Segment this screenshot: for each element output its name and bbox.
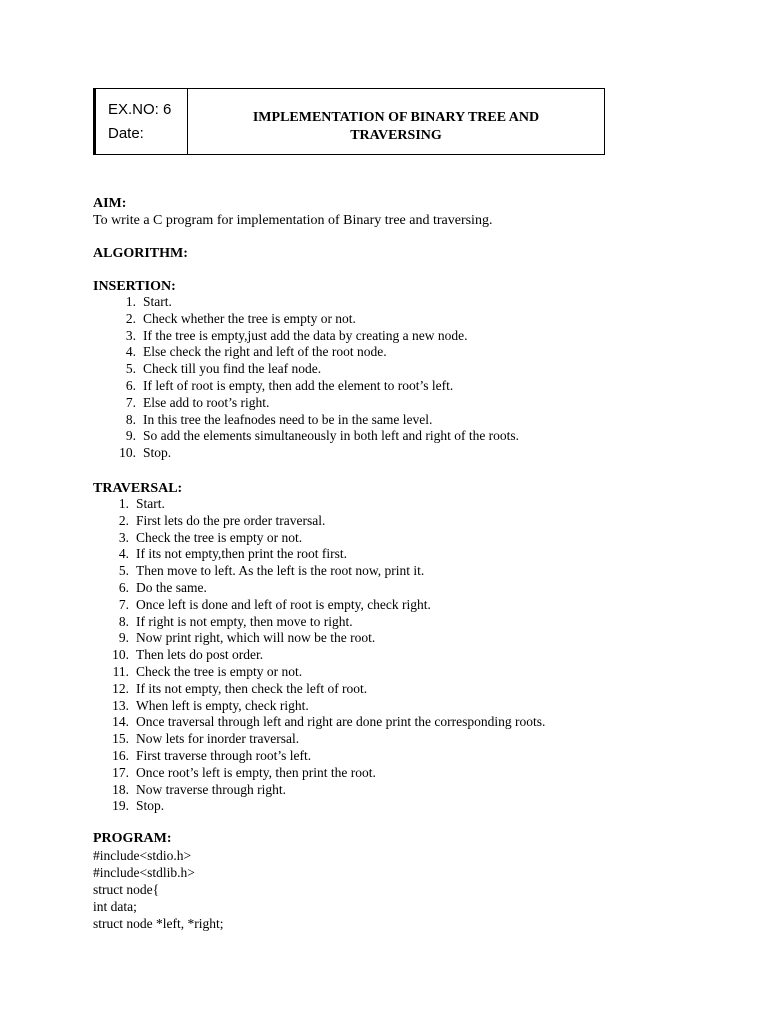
traversal-step-text: Now print right, which will now be the root. — [136, 630, 376, 646]
traversal-step-text: Now lets for inorder traversal. — [136, 731, 300, 747]
insertion-step — [125, 344, 519, 361]
insertion-step — [125, 327, 519, 345]
insertion-step-text: In this tree the leafnodes need to be in the same level. — [143, 411, 433, 427]
insertion-step-number: 7. — [125, 394, 136, 410]
code-line: struct node *left, *right; — [93, 916, 224, 931]
insertion-step-text: If the tree is empty,just add the data by creating a new node. — [143, 327, 468, 343]
traversal-step — [112, 764, 545, 782]
traversal-step-text: Stop. — [136, 798, 165, 814]
insertion-step — [125, 361, 519, 378]
traversal-step-number: 17. — [112, 764, 129, 780]
traversal-step-number: 12. — [112, 680, 129, 696]
traversal-step-text: Then lets do post order. — [136, 647, 264, 663]
traversal-step — [118, 496, 545, 513]
traversal-step — [112, 798, 545, 815]
insertion-heading: INSERTION: — [93, 279, 176, 294]
traversal-step-text: First lets do the pre order traversal. — [136, 512, 326, 528]
traversal-step — [118, 563, 545, 580]
traversal-step-number: 15. — [112, 731, 129, 747]
traversal-step — [112, 647, 545, 664]
code-line: int data; — [93, 899, 137, 914]
aim-text: To write a C program for implementation of Binary tree and traversing. — [93, 213, 493, 228]
code-line: struct node{ — [93, 882, 160, 897]
traversal-step — [118, 613, 545, 631]
insertion-step-text: Stop. — [143, 445, 172, 461]
traversal-step-text: Once traversal through left and right are done print the corresponding roots. — [136, 714, 546, 730]
traversal-step-number: 11. — [112, 663, 129, 679]
insertion-step-number: 4. — [125, 344, 136, 360]
traversal-step — [118, 630, 545, 647]
traversal-step-text: If right is not empty, then move to right. — [136, 613, 353, 629]
traversal-step-number: 4. — [118, 546, 129, 562]
traversal-step — [112, 663, 545, 681]
traversal-step-text: Then move to left. As the left is the root now, print it. — [136, 563, 425, 579]
traversal-step — [118, 529, 545, 547]
insertion-step-number: 1. — [125, 294, 136, 309]
traversal-step-number: 7. — [118, 596, 129, 612]
traversal-step — [112, 680, 545, 698]
traversal-step-text: Do the same. — [136, 579, 207, 595]
program-code-block — [93, 847, 223, 932]
traversal-step-number: 1. — [118, 496, 129, 511]
insertion-step — [125, 294, 519, 311]
traversal-step-text: First traverse through root’s left. — [136, 747, 312, 763]
traversal-step-number: 5. — [118, 563, 129, 579]
exercise-title-line-1: IMPLEMENTATION OF BINARY TREE AND — [252, 110, 540, 125]
insertion-step — [125, 310, 519, 328]
insertion-step — [125, 411, 519, 429]
insertion-step — [125, 377, 519, 395]
insertion-step-text: Else check the right and left of the root node. — [143, 344, 387, 360]
insertion-step — [125, 428, 520, 445]
traversal-step-number: 6. — [118, 579, 129, 595]
insertion-step-number: 3. — [125, 327, 136, 343]
exercise-title — [188, 109, 604, 145]
traversal-step — [112, 697, 545, 715]
traversal-step-number: 10. — [112, 647, 129, 663]
traversal-steps-list — [112, 496, 546, 815]
traversal-step — [112, 731, 545, 748]
traversal-step-text: If its not empty,then print the root first. — [136, 546, 347, 562]
exercise-info-cell — [96, 89, 188, 154]
exercise-header-box — [93, 88, 605, 155]
traversal-step-number: 16. — [112, 747, 129, 763]
traversal-step-number: 18. — [112, 781, 129, 797]
insertion-step-number: 5. — [125, 361, 136, 377]
traversal-step-number: 3. — [118, 529, 129, 545]
code-line: #include<stdlib.h> — [93, 865, 195, 880]
traversal-step — [118, 512, 545, 530]
insertion-step — [119, 445, 519, 462]
insertion-step-text: If left of root is empty, then add the element to root’s left. — [143, 377, 454, 393]
traversal-step-text: Once left is done and left of root is empty, check right. — [136, 596, 431, 612]
traversal-step-text: Check the tree is empty or not. — [136, 529, 303, 545]
program-heading: PROGRAM: — [93, 831, 172, 846]
algorithm-heading: ALGORITHM: — [93, 246, 188, 261]
exercise-number: EX.NO: 6 — [108, 101, 172, 118]
insertion-step-text: Else add to root’s right. — [143, 394, 270, 410]
insertion-step-text: Check till you find the leaf node. — [143, 361, 322, 377]
traversal-step-text: When left is empty, check right. — [136, 697, 309, 713]
traversal-step-text: Check the tree is empty or not. — [136, 663, 303, 679]
insertion-steps-list — [119, 294, 520, 462]
traversal-step-number: 8. — [118, 613, 129, 629]
insertion-step-text: Start. — [143, 294, 172, 309]
exercise-title-line-2: TRAVERSING — [350, 128, 442, 143]
traversal-step-text: Now traverse through right. — [136, 781, 286, 797]
traversal-step-number: 13. — [112, 697, 129, 713]
insertion-step — [125, 394, 519, 412]
insertion-step-number: 2. — [125, 310, 136, 326]
insertion-step-text: Check whether the tree is empty or not. — [143, 310, 356, 326]
traversal-step — [118, 546, 545, 563]
traversal-step-number: 19. — [112, 798, 129, 814]
traversal-heading: TRAVERSAL: — [93, 481, 183, 496]
traversal-step — [118, 579, 545, 597]
traversal-step-number: 2. — [118, 512, 129, 528]
traversal-step-text: Start. — [136, 496, 165, 511]
insertion-step-number: 6. — [125, 377, 136, 393]
insertion-step-number: 8. — [125, 411, 136, 427]
insertion-step-text: So add the elements simultaneously in both left and right of the roots. — [143, 428, 520, 444]
traversal-step — [112, 747, 545, 765]
traversal-step — [118, 596, 545, 614]
code-line: #include<stdio.h> — [93, 848, 192, 863]
exercise-date-label: Date: — [108, 125, 144, 142]
traversal-step-text: Once root’s left is empty, then print the root. — [136, 764, 376, 780]
traversal-step-number: 14. — [112, 714, 129, 730]
traversal-step-text: If its not empty, then check the left of root. — [136, 680, 368, 696]
traversal-step-number: 9. — [118, 630, 129, 646]
traversal-step — [112, 781, 545, 799]
insertion-step-number: 10. — [119, 445, 136, 461]
insertion-step-number: 9. — [125, 428, 136, 444]
traversal-step — [112, 714, 546, 731]
aim-heading: AIM: — [93, 196, 127, 211]
